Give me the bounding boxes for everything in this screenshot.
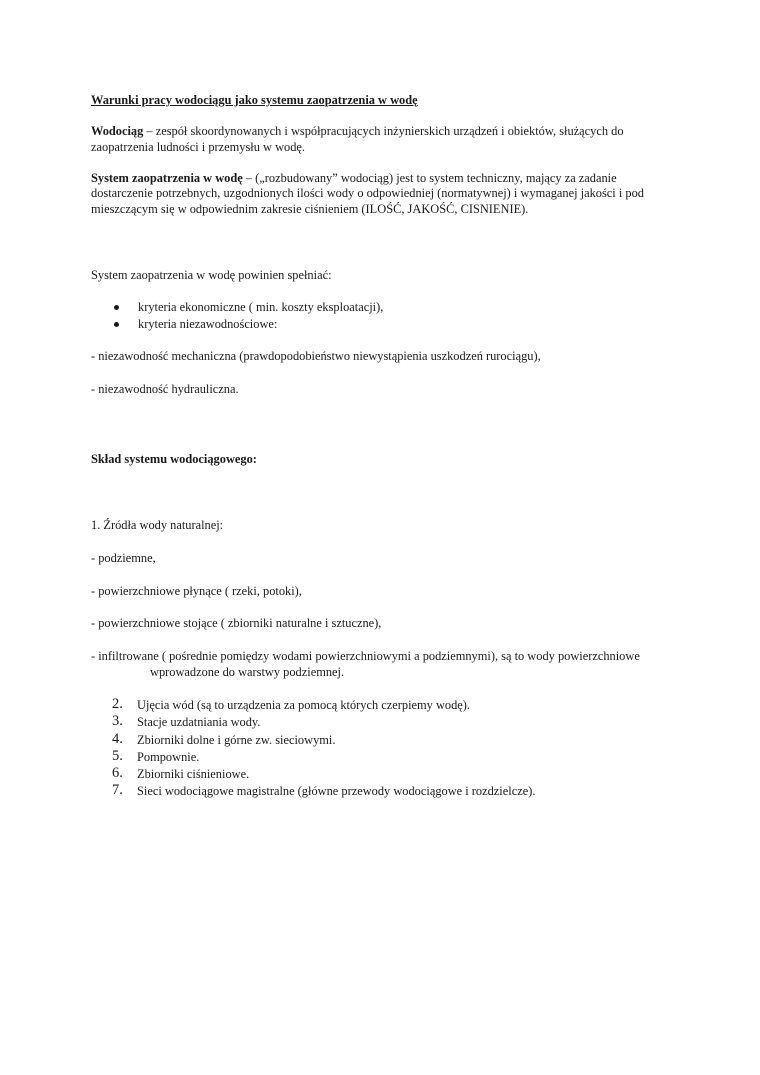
wodociag-term: Wodociąg <box>91 124 144 138</box>
document-title: Warunki pracy wodociągu jako systemu zaopatrzenia w wodę <box>91 93 418 107</box>
numbered-item-number: 3. <box>112 713 123 729</box>
source-infiltrated-line-1: - infiltrowane ( pośrednie pomiędzy wodami powierzchniowymi a podziemnymi), są to wody powierzchniowe <box>91 649 640 663</box>
numbered-item-number: 2. <box>112 696 123 712</box>
bullet-icon <box>114 305 119 310</box>
system-definition-line-1 <box>91 170 617 186</box>
numbered-item-number: 7. <box>112 782 123 798</box>
numbered-item-text: Zbiorniki dolne i górne zw. sieciowymi. <box>137 733 336 747</box>
numbered-item-number: 5. <box>112 748 123 764</box>
wodociag-definition-text: – zespół skoordynowanych i współpracujących inżynierskich urządzeń i obiektów, służących do <box>143 124 624 138</box>
composition-heading: Skład systemu wodociągowego: <box>91 452 257 466</box>
bullet-item-reliability: kryteria niezawodnościowe: <box>138 317 278 331</box>
wodociag-definition-line-2: zaopatrzenia ludności i przemysłu w wodę. <box>91 140 306 154</box>
numbered-item-text: Ujęcia wód (są to urządzenia za pomocą których czerpiemy wodę). <box>137 698 471 712</box>
numbered-item-text: Sieci wodociągowe magistralne (główne przewody wodociągowe i rozdzielcze). <box>137 784 536 798</box>
numbered-item-text: Pompownie. <box>137 750 200 764</box>
numbered-item-text: Zbiorniki ciśnieniowe. <box>137 767 250 781</box>
system-term: System zaopatrzenia w wodę <box>91 171 243 185</box>
requirements-intro: System zaopatrzenia w wodę powinien spełniać: <box>91 268 332 282</box>
system-definition-line-3: mieszczącym się w odpowiednim zakresie ciśnieniem (ILOŚĆ, JAKOŚĆ, CISNIENIE). <box>91 202 529 216</box>
system-definition-line-2: dostarczenie potrzebnych, uzgodnionych ilości wody o odpowiedniej (normatywnej) i wymaganej jakości i pod <box>91 186 644 200</box>
sources-heading: 1. Źródła wody naturalnej: <box>91 518 224 532</box>
bullet-item-economic: kryteria ekonomiczne ( min. koszty eksploatacji), <box>138 300 384 314</box>
source-underground: - podziemne, <box>91 551 156 565</box>
reliability-hydraulic: - niezawodność hydrauliczna. <box>91 382 239 396</box>
source-infiltrated-line-2: wprowadzone do warstwy podziemnej. <box>150 665 345 679</box>
bullet-icon <box>114 322 119 327</box>
numbered-item-number: 4. <box>112 731 123 747</box>
system-definition-text: – („rozbudowany” wodociąg) jest to system techniczny, mający za zadanie <box>242 171 617 185</box>
numbered-item-text: Stacje uzdatniania wody. <box>137 715 261 729</box>
source-surface-standing: - powierzchniowe stojące ( zbiorniki naturalne i sztuczne), <box>91 616 382 630</box>
wodociag-definition-line-1 <box>91 123 624 139</box>
reliability-mechanical: - niezawodność mechaniczna (prawdopodobieństwo niewystąpienia uszkodzeń rurociągu), <box>91 349 541 363</box>
source-surface-flowing: - powierzchniowe płynące ( rzeki, potoki), <box>91 584 302 598</box>
numbered-item-number: 6. <box>112 765 123 781</box>
